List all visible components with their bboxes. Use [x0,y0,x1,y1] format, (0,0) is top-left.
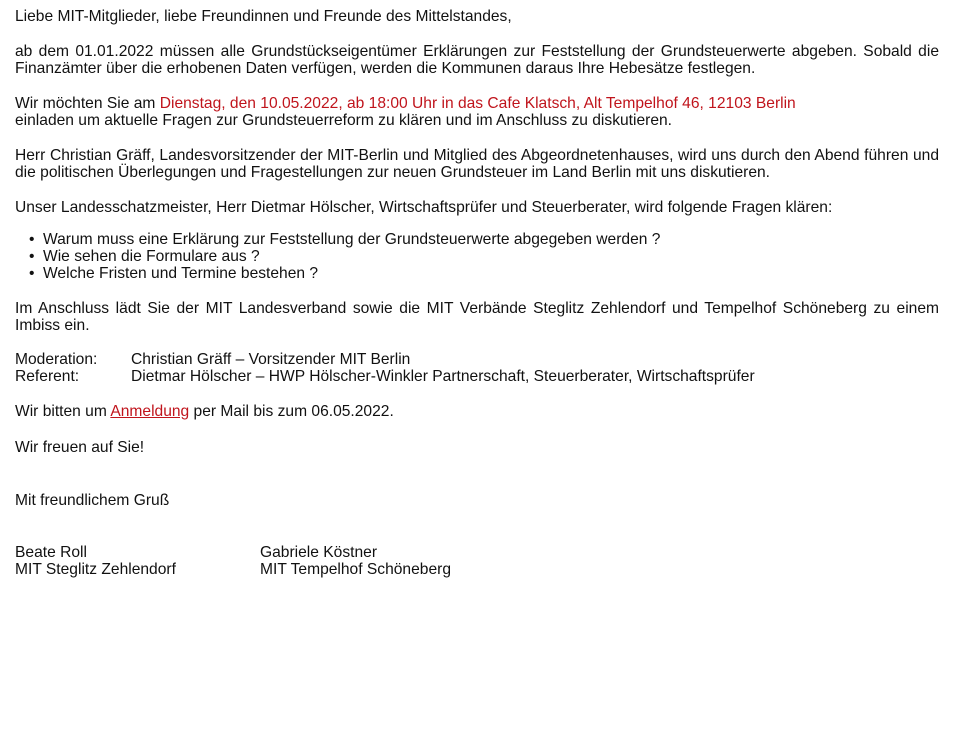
signature-block [15,544,939,578]
question-item: • Wie sehen die Formulare aus ? [29,248,939,265]
closing-regards: Mit freundlichem Gruß [15,492,170,509]
greeting: Liebe MIT-Mitglieder, liebe Freundinnen und Freunde des Mittelstandes, [15,8,512,25]
moderation-value: Christian Gräff – Vorsitzender MIT Berlin [131,351,411,368]
invitation-intro: Wir möchten Sie am [15,95,160,112]
signer-organization: MIT Tempelhof Schöneberg [260,561,451,578]
signer-name: Beate Roll [15,544,87,561]
registration-line [15,403,939,420]
speaker-table [15,351,939,385]
referent-value: Dietmar Hölscher – HWP Hölscher-Winkler Partnerschaft, Steuerberater, Wirtschaftsprüfer [131,368,755,385]
question-list [15,231,939,282]
paragraph-speaker: Unser Landesschatzmeister, Herr Dietmar Hölscher, Wirtschaftsprüfer und Steuerberater, wird folgende Fragen klären: [15,199,833,216]
paragraph-catering: Im Anschluss lädt Sie der MIT Landesverband sowie die MIT Verbände Steglitz Zehlendorf und Tempelhof Schöneberg zu einem Imbiss ein. [15,300,939,334]
invitation-purpose: einladen um aktuelle Fragen zur Grundsteuerreform zu klären und im Anschluss zu diskutieren. [15,112,673,129]
paragraph-deadline: ab dem 01.01.2022 müssen alle Grundstückseigentümer Erklärungen zur Feststellung der Grundsteuerwerte abgeben. Sobald die Finanzämter über die erhobenen Daten verfügen, werden die Kommunen daraus Ihre Hebesätze festlegen. [15,43,939,77]
moderation-label: Moderation: [15,351,98,368]
registration-link[interactable]: Anmeldung [110,403,190,420]
referent-label: Referent: [15,368,80,385]
signer-name: Gabriele Köstner [260,544,378,561]
event-details: Dienstag, den 10.05.2022, ab 18:00 Uhr in das Cafe Klatsch, Alt Tempelhof 46, 12103 Berlin [159,95,796,112]
signer-organization: MIT Steglitz Zehlendorf [15,561,176,578]
closing-greeting: Wir freuen auf Sie! [15,439,145,456]
registration-intro: Wir bitten um [15,403,111,420]
question-item: • Welche Fristen und Termine bestehen ? [29,265,939,282]
question-item: • Warum muss eine Erklärung zur Feststellung der Grundsteuerwerte abgegeben werden ? [29,231,939,248]
paragraph-host: Herr Christian Gräff, Landesvorsitzender der MIT-Berlin und Mitglied des Abgeordnetenhauses, wird uns durch den Abend führen und die politischen Überlegungen und Fragestellungen zur neuen Grundsteuer im Land Berlin mit uns diskutieren. [15,147,939,181]
paragraph-invitation [15,95,939,129]
registration-deadline: per Mail bis zum 06.05.2022. [189,403,394,420]
